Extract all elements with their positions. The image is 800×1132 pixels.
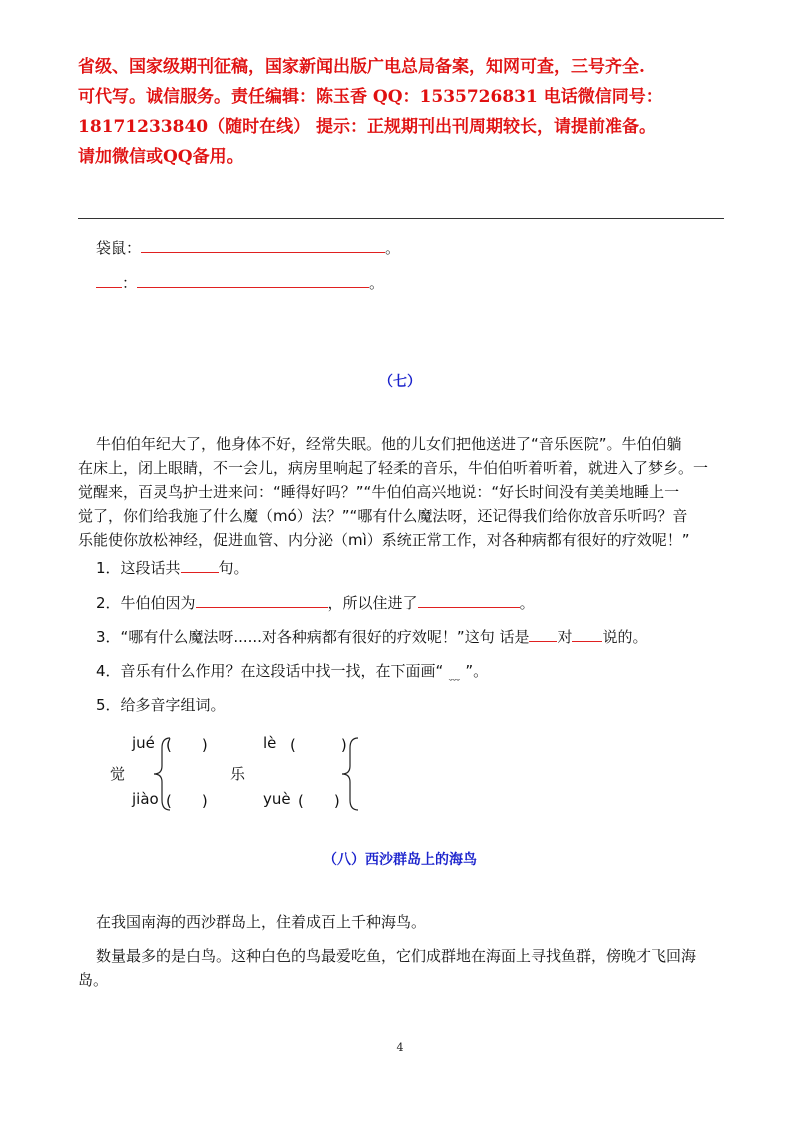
paragraph-line: 觉醒来，百灵鸟护士进来问：“睡得好吗？”“牛伯伯高兴地说：“好长时间没有美美地睡上一 — [78, 483, 680, 501]
header-notice — [78, 52, 738, 172]
paragraph-line: 牛伯伯年纪大了，他身体不好，经常失眠。他的儿女们把他送进了“音乐医院”。牛伯伯躺 — [96, 435, 682, 453]
answer-blank[interactable] — [572, 625, 602, 642]
question-1 — [96, 556, 249, 578]
name-blank[interactable] — [96, 271, 122, 288]
answer-line-other — [96, 271, 384, 293]
question-text: ”。 — [465, 662, 489, 680]
page-number: 4 — [396, 1041, 404, 1054]
header-divider — [78, 218, 724, 219]
question-text: 2．牛伯伯因为 — [96, 594, 196, 612]
question-text: 3．“哪有什么魔法呀......对各种病都有很好的疗效呢！”这句 话是 — [96, 628, 530, 646]
question-text: 对 — [557, 628, 573, 646]
story-paragraph — [78, 944, 736, 992]
question-2 — [96, 591, 535, 613]
section-title-8: （八）西沙群岛上的海鸟 — [323, 852, 477, 868]
answer-parens[interactable]: ( ) — [166, 792, 208, 810]
answer-blank[interactable] — [418, 591, 520, 608]
answer-blank[interactable] — [181, 556, 219, 573]
left-brace-icon — [150, 736, 174, 812]
header-line: 18171233840（随时在线） 提示：正规期刊出刊周期较长，请提前准备。 — [78, 117, 657, 137]
paragraph-line: 在我国南海的西沙群岛上，住着成百上千种海鸟。 — [96, 913, 427, 931]
punct: ： — [122, 274, 138, 292]
answer-blank[interactable] — [196, 591, 328, 608]
question-text: 句。 — [218, 559, 249, 577]
answer-blank[interactable] — [137, 271, 369, 288]
question-4 — [96, 660, 488, 683]
header-line: 请加微信或QQ备用。 — [78, 147, 244, 167]
question-text: 4．音乐有什么作用？在这段话中找一找，在下面画“ — [96, 662, 444, 680]
answer-blank[interactable] — [529, 625, 557, 642]
paragraph-line: 岛。 — [78, 971, 109, 989]
answer-line-kangaroo — [96, 236, 400, 258]
question-text: 1．这段话共 — [96, 559, 181, 577]
question-text: ，所以住进了 — [327, 594, 418, 612]
question-5: 5．给多音字组词。 — [96, 696, 226, 714]
pinyin-yue: yuè — [263, 790, 291, 808]
answer-label: 袋鼠： — [96, 239, 142, 257]
answer-parens[interactable]: ( ) — [298, 792, 340, 810]
answer-blank[interactable] — [141, 236, 385, 253]
punct: 。 — [369, 274, 385, 292]
paragraph-line: 觉了，你们给我施了什么魔（mó）法？”“哪有什么魔法呀，还记得我们给你放音乐听吗？音 — [78, 507, 688, 525]
header-line: 省级、国家级期刊征稿，国家新闻出版广电总局备案，知网可查，三号齐全. — [78, 57, 645, 77]
section-title-7: （七） — [379, 374, 421, 390]
pinyin-jue: jué — [132, 734, 155, 752]
wavy-underline-icon: ﹏ — [448, 669, 460, 682]
answer-parens[interactable]: ( ) — [166, 736, 208, 754]
header-line: 可代写。诚信服务。责任编辑：陈玉香 QQ：1535726831 电话微信同号： — [78, 87, 663, 107]
paragraph-line: 乐能使你放松神经，促进血管、内分泌（mì）系统正常工作，对各种病都有很好的疗效呢！” — [78, 531, 690, 549]
question-3 — [96, 625, 648, 647]
answer-parens[interactable]: ( ) — [290, 736, 347, 754]
punct: 。 — [385, 239, 401, 257]
char-le: 乐 — [230, 765, 246, 783]
question-text: 说的。 — [602, 628, 648, 646]
story-paragraph — [78, 432, 736, 552]
pinyin-le: lè — [263, 734, 277, 752]
left-brace-icon — [338, 736, 362, 812]
paragraph-line: 在床上，闭上眼睛，不一会儿，病房里响起了轻柔的音乐，牛伯伯听着听着，就进入了梦乡。一 — [78, 459, 709, 477]
paragraph-line: 数量最多的是白鸟。这种白色的鸟最爱吃鱼，它们成群地在海面上寻找鱼群，傍晚才飞回海 — [96, 947, 697, 965]
question-text: 。 — [519, 594, 535, 612]
pinyin-jiao: jiào — [132, 790, 159, 808]
char-jue: 觉 — [110, 765, 126, 783]
